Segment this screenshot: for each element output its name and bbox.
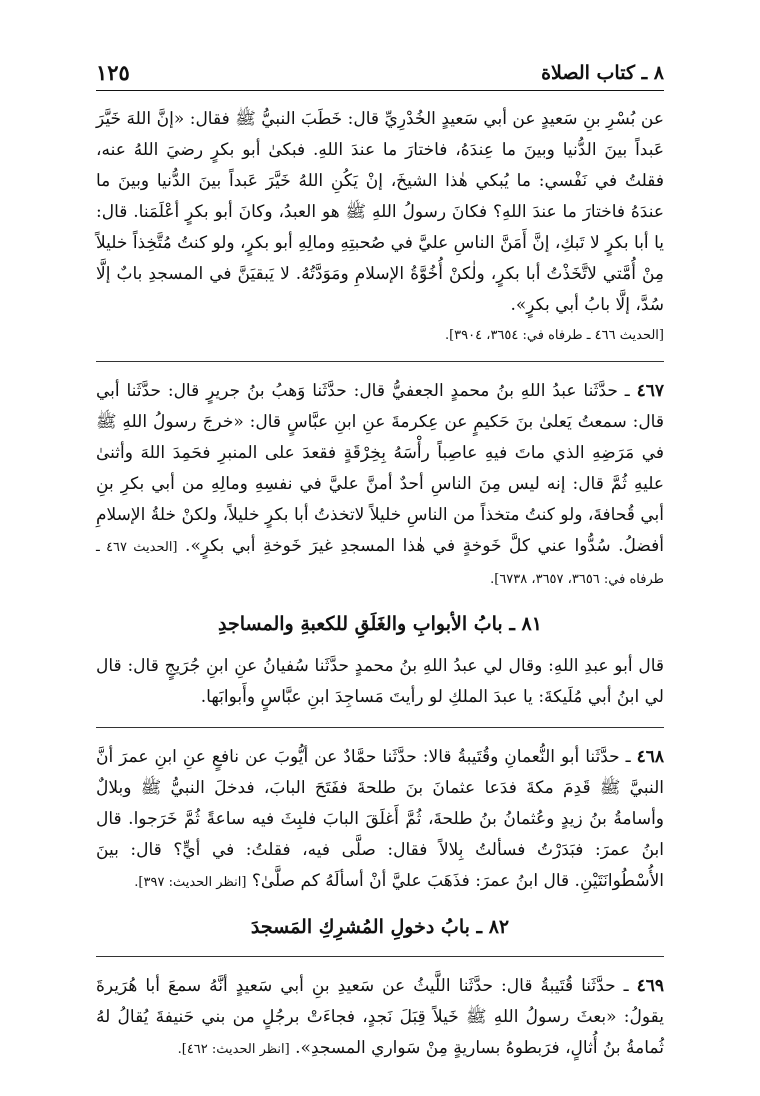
chapter-81-intro: قال أبو عبدِ اللهِ: وقال لي عبدُ اللهِ بنُ محمدٍ حدَّثَنا سُفيانُ عنِ ابنِ جُرَيجٍ قال: قال لي ابنُ أبي مُلَيكةَ: يا عبدَ الملكِ لو رأيتَ مَساجِدَ ابنِ عبَّاسٍ وأَبوابَها. xyxy=(96,656,664,707)
hadith-467-reference: [الحديث ٤٦٧ ـ طرفاه في: ٣٦٥٦، ٣٦٥٧، ٦٧٣٨]. xyxy=(96,540,664,587)
hadith-number: ٤٦٧ xyxy=(636,381,664,401)
page-header xyxy=(96,58,664,91)
hadith-469-text: ـ حدَّثَنا قُتَيبةُ قال: حدَّثَنا اللَّيثُ عن سَعيدِ بنِ أبي سَعيدٍ أنَّهُ سمعَ أبا هُرَيرةَ يقولُ: «بعثَ رسولُ اللهِ ﷺ خَيلاً قِبَلَ نَجدٍ، فجاءَتْ برجُلٍ من بني حَنيفةَ يُقالُ لهُ ثُمامةُ بنُ أُثالٍ، فرَبطوهُ بساريةٍ مِنْ سَواري المسجدِ». xyxy=(96,976,664,1058)
page-number: ١٢٥ xyxy=(96,60,130,85)
hadith-number: ٤٦٩ xyxy=(636,976,664,996)
section-divider xyxy=(96,956,664,957)
hadith-468 xyxy=(96,742,664,898)
page-content xyxy=(96,104,664,1065)
hadith-469 xyxy=(96,971,664,1065)
section-divider xyxy=(96,361,664,362)
chapter-82-heading: ٨٢ ـ بابُ دخولِ المُشرِكِ المَسجدَ xyxy=(250,916,510,938)
hadith-466-reference: [الحديث ٤٦٦ ـ طرفاه في: ٣٦٥٤، ٣٩٠٤]. xyxy=(444,328,664,343)
hadith-468-text: ـ حدَّثَنا أبو النُّعمانِ وقُتَيبةُ قالا: حدَّثَنا حمَّادٌ عن أيُّوبَ عن نافعٍ عنِ ابنِ عمرَ أنَّ النبيَّ ﷺ قَدِمَ مكةَ فدَعا عثمانَ بنَ طلحةَ ففَتَحَ البابَ، فدخلَ النبيُّ ﷺ وبلالٌ وأسامةُ بنُ زيدٍ وعُثمانُ بنُ طلحةَ، ثُمَّ أَغلَقَ البابَ فلبِثَ فيه ساعةً ثُمَّ خَرَجوا. قال ابنُ عمرَ: فبَدَرْتُ فسألتُ بِلالاً فقال: صلَّى فيه، فقلتُ: في أيٍّ؟ قال: بينَ الأُسْطُوانَتَيْنِ. قال ابنُ عمرَ: فذَهَبَ عليَّ أنْ أسألَهُ كم صلَّىٰ؟ xyxy=(96,747,664,891)
hadith-number: ٤٦٨ xyxy=(636,747,665,767)
hadith-467 xyxy=(96,376,664,595)
hadith-467-text: ـ حدَّثَنا عبدُ اللهِ بنُ محمدٍ الجعفيُّ قال: حدَّثَنا وَهبُ بنُ جريرٍ قال: حدَّثَنا أبي قال: سمعتُ يَعلىٰ بنَ حَكيمٍ عن عِكرمةَ عنِ ابنِ عبَّاسٍ قال: «خرجَ رسولُ اللهِ ﷺ في مَرَضِهِ الذي ماتَ فيهِ عاصِباً رأْسَهُ بِخِرْقَةٍ فقعدَ على المنبرِ فحَمِدَ اللهَ وأثنىٰ عليهِ ثُمَّ قال: إنه ليس مِنَ الناسِ أحدٌ أمنَّ عليَّ في نفسِهِ ومالِهِ من أبي بكرِ بنِ أبي قُحافةَ، ولو كنتُ متخذاً من الناسِ خليلاً لاتخذتُ أبا بكرٍ خليلاً، ولكنْ خلةُ الإسلامِ أفضلُ. سُدُّوا عني كلَّ خَوخةٍ في هٰذا المسجدِ غيرَ خَوخةِ أبي بكرٍ». xyxy=(96,381,664,556)
hadith-468-reference: [انظر الحديث: ٣٩٧]. xyxy=(134,875,247,890)
chapter-81-heading: ٨١ ـ بابُ الأبوابِ والغَلَقِ للكعبةِ والمساجدِ xyxy=(218,613,542,635)
hadith-466-text: عن بُسْرِ بنِ سَعيدٍ عن أبي سَعيدٍ الخُدْرِيِّ قال: خَطَبَ النبيُّ ﷺ فقال: «إنَّ اللهَ خَيَّرَ عَبداً بينَ الدُّنيا وبينَ ما عِندَهُ، فاختارَ ما عندَ اللهِ. فبكىٰ أبو بكرٍ رضيَ اللهُ عنه، فقلتُ في نَفْسي: ما يُبكي هٰذا الشيخَ، إنْ يَكُنِ اللهُ خَيَّرَ عَبداً بينَ الدُّنيا وبينَ ما عندَهُ فاختارَ ما عندَ اللهِ؟ فكانَ رسولُ اللهِ ﷺ هو العبدُ، وكانَ أبو بكرٍ أعْلَمَنا. قال: يا أبا بكرٍ لا تَبكِ، إنَّ أَمَنَّ الناسِ عليَّ في صُحبتِهِ ومالِهِ أبو بكرٍ، ولو كنتُ مُتَّخِذاً خليلاً مِنْ أُمَّتي لاتَّخَذْتُ أبا بكرٍ، ولٰكنْ أُخُوَّةُ الإسلامِ ومَوَدَّتُهُ. لا يَبقيَنَّ في المسجدِ بابٌ إلَّا سُدَّ، إلَّا بابُ أبي بكرٍ». xyxy=(96,109,664,315)
running-title: ٨ ـ كتاب الصلاة xyxy=(541,62,664,84)
hadith-469-reference: [انظر الحديث: ٤٦٢]. xyxy=(177,1042,290,1057)
section-divider xyxy=(96,727,664,728)
